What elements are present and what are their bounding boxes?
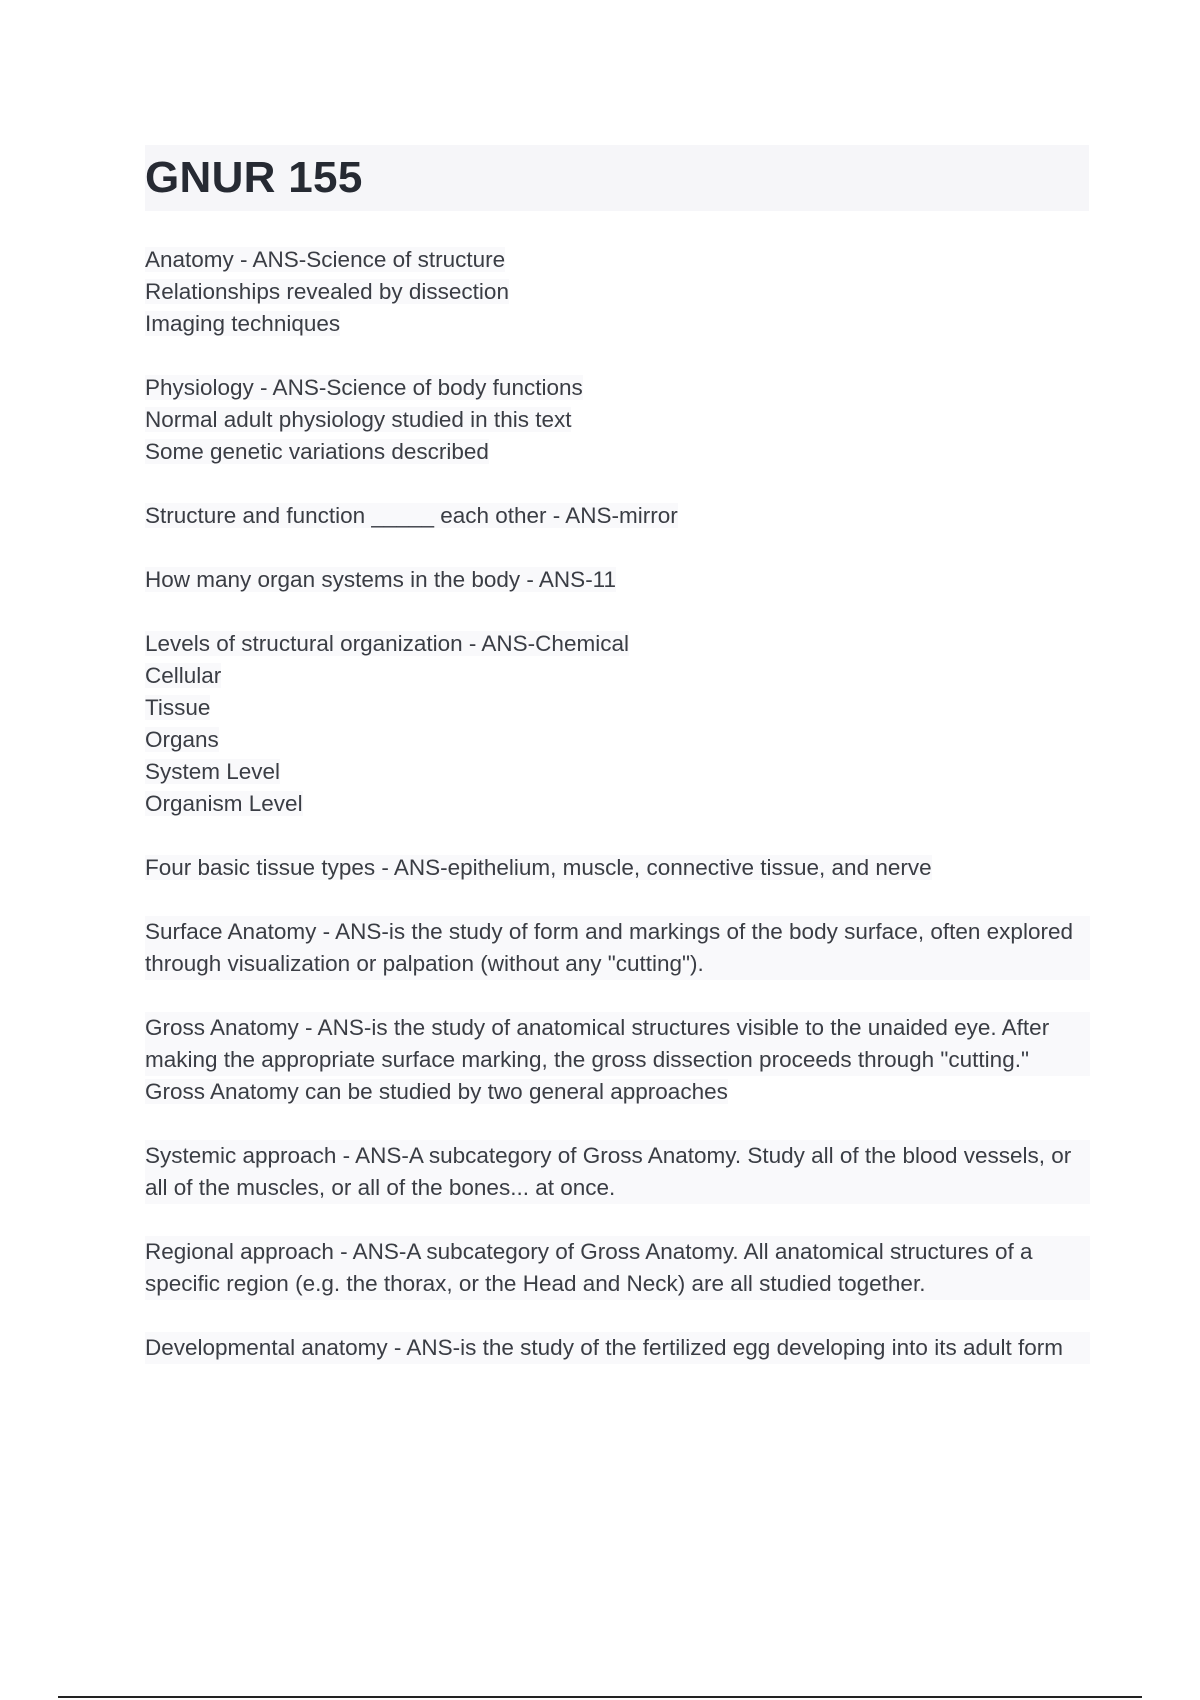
flashcard-list <box>145 244 1090 1396</box>
entry-line: Tissue <box>145 695 211 720</box>
entry-line: Relationships revealed by dissection <box>145 279 509 304</box>
entry-regional-approach <box>145 1236 1090 1300</box>
entry-paragraph: Gross Anatomy - ANS-is the study of anatomical structures visible to the unaided eye. After making the appropriate surface marking, the gross dissection proceeds through "cutting." <box>145 1012 1090 1076</box>
entry-line: Imaging techniques <box>145 311 341 336</box>
entry-line: System Level <box>145 759 281 784</box>
entry-line: Physiology - ANS-Science of body functions <box>145 375 583 400</box>
entry-levels-of-organization <box>145 628 1090 820</box>
entry-physiology <box>145 372 1090 468</box>
entry-line: Structure and function _____ each other - ANS-mirror <box>145 503 678 528</box>
entry-line: Levels of structural organization - ANS-Chemical <box>145 631 629 656</box>
entry-line: Anatomy - ANS-Science of structure <box>145 247 506 272</box>
entry-line: Organs <box>145 727 219 752</box>
entry-tissue-types <box>145 852 1090 884</box>
footer-divider <box>58 1696 1142 1698</box>
entry-paragraph: Developmental anatomy - ANS-is the study of the fertilized egg developing into its adult form <box>145 1332 1090 1364</box>
entry-structure-function <box>145 500 1090 532</box>
entry-line: Gross Anatomy can be studied by two general approaches <box>145 1079 728 1104</box>
entry-surface-anatomy <box>145 916 1090 980</box>
entry-line: Organism Level <box>145 791 303 816</box>
entry-developmental-anatomy <box>145 1332 1090 1364</box>
page-title: GNUR 155 <box>145 153 363 202</box>
entry-systemic-approach <box>145 1140 1090 1204</box>
entry-paragraph: Regional approach - ANS-A subcategory of Gross Anatomy. All anatomical structures of a specific region (e.g. the thorax, or the Head and Neck) are all studied together. <box>145 1236 1090 1300</box>
entry-line: Four basic tissue types - ANS-epithelium, muscle, connective tissue, and nerve <box>145 855 932 880</box>
entry-line: Cellular <box>145 663 222 688</box>
entry-anatomy <box>145 244 1090 340</box>
entry-organ-systems <box>145 564 1090 596</box>
entry-line: Some genetic variations described <box>145 439 489 464</box>
entry-gross-anatomy <box>145 1012 1090 1108</box>
entry-line: Normal adult physiology studied in this text <box>145 407 572 432</box>
entry-paragraph: Surface Anatomy - ANS-is the study of form and markings of the body surface, often explored through visualization or palpation (without any "cutting"). <box>145 916 1090 980</box>
title-banner <box>145 145 1089 211</box>
entry-paragraph: Systemic approach - ANS-A subcategory of Gross Anatomy. Study all of the blood vessels, or all of the muscles, or all of the bones... at once. <box>145 1140 1090 1204</box>
entry-line: How many organ systems in the body - ANS-11 <box>145 567 617 592</box>
